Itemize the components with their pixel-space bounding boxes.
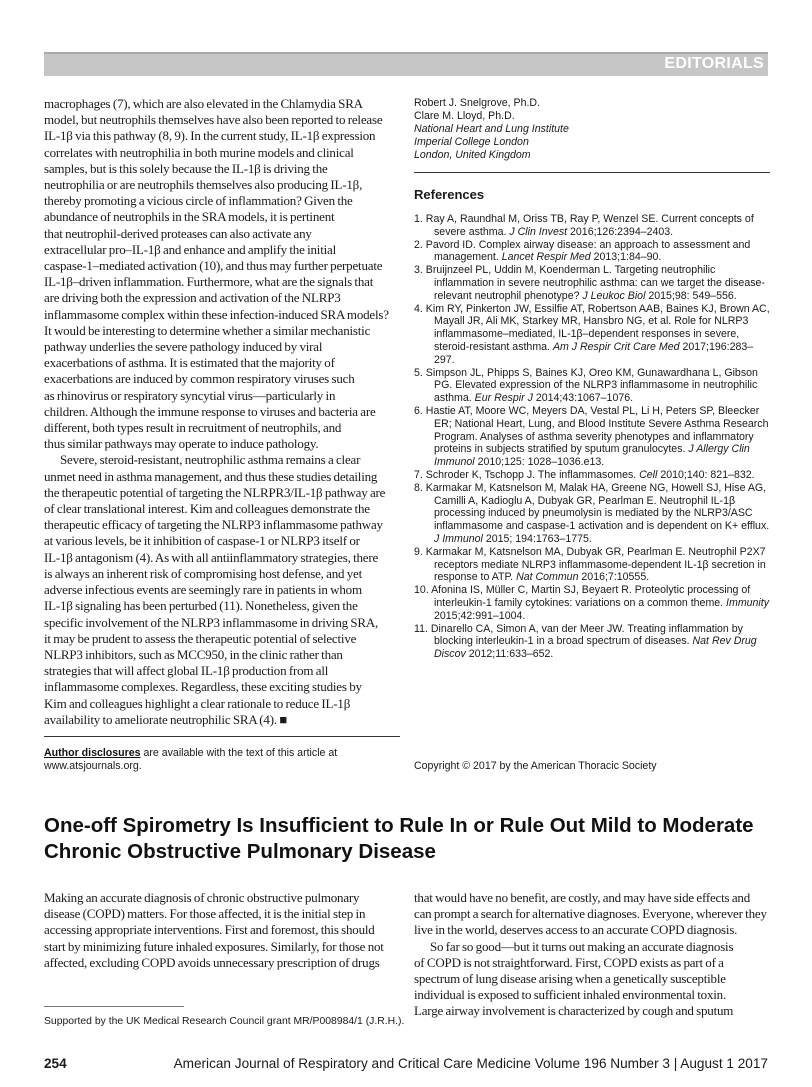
text-line: affected, excluding COPD avoids unnecessary prescription of drugs: [44, 954, 380, 970]
reference-cite: 2014;43:1067–1076.: [532, 392, 634, 405]
reference-item: [414, 482, 770, 546]
editorial-section: [44, 96, 770, 773]
disclosure-block: [44, 728, 400, 773]
text-line: can prompt a search for alternative diagnoses. Everyone, wherever they: [414, 906, 767, 922]
text-line: samples, but is this solely because the IL-1β is driving the: [44, 160, 328, 176]
author-disclosures-link[interactable]: Author disclosures: [44, 746, 141, 759]
text-line: live in the world, deserves access to an accurate COPD diagnosis.: [414, 922, 738, 938]
text-line: strategies that will affect global IL-1β production from all: [44, 663, 329, 679]
page-number: 254: [44, 1056, 67, 1071]
reference-n: 4.: [414, 302, 423, 315]
editorial-left-column: [44, 96, 400, 773]
reference-journal: Eur Respir J: [474, 392, 533, 405]
page-content: [44, 96, 770, 1020]
text-line: neutrophilia or are neutrophils themselves also producing IL-1β,: [44, 177, 363, 193]
reference-journal: J Immunol: [434, 532, 483, 545]
text-line: availability to ameliorate neutrophilic SRA (4). ■: [44, 711, 287, 727]
text-line: pathway underlies the severe pathology induced by viral: [44, 339, 323, 355]
article-body-left: [44, 890, 400, 1020]
text-line: of COPD is not straightforward. First, COPD exists as part of a: [414, 954, 724, 970]
text-line: Kim and colleagues highlight a clear rationale to reduce IL-1β: [44, 695, 351, 711]
reference-journal: Nat Commun: [516, 571, 579, 584]
author-affiliation: London, United Kingdom: [414, 149, 531, 161]
editorial-right-column: [414, 96, 770, 773]
reference-text: Ray A, Raundhal M, Oriss TB, Ray P, Wenzel SE. Current concepts of severe asthma.: [425, 213, 754, 238]
reference-n: 3.: [414, 264, 423, 277]
text-line: disease (COPD) matters. For those affected, it is the initial step in: [44, 906, 366, 922]
text-line: the therapeutic potential of targeting the NLRPR3/IL-1β pathway are: [44, 484, 386, 500]
text-line: at various levels, be it inhibition of caspase-1 or NLRP3 itself or: [44, 533, 360, 549]
text-line: individual is exposed to sufficient inhaled environmental toxin.: [414, 987, 727, 1003]
text-line: NLRP3 inhibitors, such as MCC950, in the clinic rather than: [44, 646, 343, 662]
reference-text: Schroder K, Tschopp J. The inflammasomes.: [425, 468, 640, 481]
reference-n: 6.: [414, 404, 423, 417]
section-header-bar: [44, 52, 768, 76]
reference-n: 11.: [414, 622, 428, 635]
reference-item: [414, 546, 770, 584]
text-line: macrophages (7), which are also elevated in the Chlamydia SRA: [44, 96, 363, 111]
reference-journal: J Leukoc Biol: [582, 289, 646, 302]
text-line: caspase-1–mediated activation (10), and thus may further perpetuate: [44, 258, 383, 274]
reference-item: [414, 264, 770, 302]
reference-journal: Lancet Respir Med: [501, 251, 591, 264]
editorial-body-text: [44, 96, 400, 728]
text-line: it may be prudent to assess the therapeutic potential of selective: [44, 630, 357, 646]
reference-text: Bruijnzeel PL, Uddin M, Koenderman L. Targeting neutrophilic inflammation in severe neutrophilic asthma: can we target the disease-relevant neutrophil phenotype?: [425, 264, 765, 302]
reference-cite: 2013;1:84–90.: [590, 251, 662, 264]
disclosures-text: are available with the text of this article at www.atsjournals.org.: [44, 746, 338, 772]
author-disclosures: [44, 747, 400, 773]
reference-journal: Nat Rev Drug Discov: [434, 635, 757, 661]
text-line: start by minimizing future inhaled exposures. Similarly, for those not: [44, 938, 384, 954]
reference-text: Hastie AT, Moore WC, Meyers DA, Vestal PL, Li H, Peters SP, Bleecker ER; National Heart, Lung, and Blood Institute Severe Asthma Research Program. Analyses of asthma severity phenotypes and inflammatory proteins in subjects stratified by sputum granulocytes.: [425, 404, 769, 456]
text-line: as rhinovirus or respiratory syncytial virus—particularly in: [44, 387, 336, 403]
reference-cite: 2017;196:283–297.: [434, 340, 754, 366]
text-line: Large airway involvement is characterized by cough and sputum: [414, 1003, 734, 1019]
text-line: inflammasome complex within these infection-induced SRA models?: [44, 306, 389, 322]
reference-n: 7.: [414, 468, 423, 481]
reference-n: 5.: [414, 366, 423, 379]
text-line: thus similar pathways may operate to induce pathology.: [44, 436, 319, 452]
author-name: Robert J. Snelgrove, Ph.D.: [414, 97, 541, 109]
author-block: [414, 96, 770, 162]
reference-journal: J Allergy Clin Immunol: [434, 443, 750, 469]
reference-n: 10.: [414, 584, 429, 597]
copyright: Copyright © 2017 by the American Thoracic Society: [414, 759, 657, 772]
article-body-right: [414, 890, 770, 1020]
reference-item: [414, 213, 770, 239]
text-line: extracellular pro–IL-1β and enhance and amplify the initial: [44, 241, 337, 257]
text-line: exacerbations of asthma. It is estimated that the majority of: [44, 355, 335, 371]
reference-item: [414, 303, 770, 367]
text-line: is always an inherent risk of compromising host defense, and yet: [44, 565, 363, 581]
text-line: adverse infectious events are seemingly rare in patients in whom: [44, 582, 362, 598]
reference-journal: Immunity: [726, 596, 770, 609]
text-line: spectrum of lung disease arising when a genetically susceptible: [414, 970, 726, 986]
text-line: Making an accurate diagnosis of chronic obstructive pulmonary: [44, 889, 360, 905]
text-line: IL-1β via this pathway (8, 9). In the current study, IL-1β expression: [44, 128, 376, 144]
reference-cite: 2016;7:10555.: [578, 571, 650, 584]
reference-text: Karmakar M, Katsnelson MA, Dubyak GR, Pearlman E. Neutrophil P2X7 receptors mediate NLRP3 inflammasome-dependent IL-1β secretion in response to ATP.: [425, 545, 766, 584]
reference-n: 9.: [414, 545, 423, 558]
section-label: EDITORIALS: [664, 55, 764, 72]
journal-citation: American Journal of Respiratory and Critical Care Medicine Volume 196 Number 3 | August 1 2017: [173, 1056, 768, 1071]
text-line: children. Although the immune response to viruses and bacteria are: [44, 403, 376, 419]
text-line: It would be interesting to determine whether a similar mechanistic: [44, 322, 371, 338]
text-line: correlates with neutrophilia in both murine models and clinical: [44, 144, 354, 160]
text-line: exacerbations are induced by common respiratory viruses such: [44, 371, 355, 387]
reference-item: [414, 405, 770, 469]
text-line: Severe, steroid-resistant, neutrophilic asthma remains a clear: [60, 452, 361, 468]
text-line: abundance of neutrophils in the SRA models, it is pertinent: [44, 209, 335, 225]
text-line: IL-1β signaling has been perturbed (11). Nonetheless, given the: [44, 598, 358, 614]
references-heading: References: [414, 187, 485, 202]
reference-cite: 2015; 194:1763–1775.: [482, 532, 592, 545]
reference-cite: 2016;126:2394–2403.: [567, 225, 674, 238]
author-affiliation: National Heart and Lung Institute: [414, 123, 569, 135]
reference-text: Afonina IS, Müller C, Martin SJ, Beyaert R. Proteolytic processing of interleukin-1 family cytokines: variations on a common theme.: [431, 584, 751, 609]
reference-n: 1.: [414, 213, 423, 225]
funding-footnote: Supported by the UK Medical Research Council grant MR/P008984/1 (J.R.H.).: [44, 1016, 405, 1027]
reference-journal: Am J Respir Crit Care Med: [552, 340, 680, 353]
author-affiliation: Imperial College London: [414, 136, 529, 148]
text-line: model, but neutrophils themselves have also been reported to release: [44, 112, 383, 128]
text-line: are driving both the expression and activation of the NLRP3: [44, 290, 341, 306]
reference-cite: 2010;125: 1028–1036.e13.: [474, 456, 605, 469]
reference-text: Kim RY, Pinkerton JW, Essilfie AT, Robertson AAB, Baines KJ, Brown AC, Mayall JR, Ali MK, Starkey MR, Hansbro NG, et al. Role for NLRP3 inflammasome–mediated, IL-1β–dependent responses in severe, steroid-resistant asthma.: [425, 302, 770, 353]
reference-n: 8.: [414, 481, 423, 494]
reference-cite: 2015;98: 549–556.: [645, 289, 737, 302]
reference-text: Karmakar M, Katsnelson M, Malak HA, Greene NG, Howell SJ, Hise AG, Camilli A, Kadioglu A, Dubyak GR, Pearlman E. Neutrophil IL-1β processing induced by pneumolysin is mediated by the NLRP3/ASC inflammasome and caspase-1 activation and is dependent on K+ efflux.: [425, 481, 770, 533]
reference-item: [414, 239, 770, 265]
text-line: therapeutic efficacy of targeting the NLRP3 inflammasome pathway: [44, 517, 383, 533]
text-line: inflammasome complexes. Regardless, these exciting studies by: [44, 679, 362, 695]
references-list: [414, 213, 770, 661]
reference-item: [414, 623, 770, 661]
reference-item: [414, 469, 770, 482]
reference-n: 2.: [414, 238, 423, 251]
reference-text: Dinarello CA, Simon A, van der Meer JW. Treating inflammation by blocking interleukin-1 in a broad spectrum of diseases.: [430, 622, 743, 648]
text-line: that would have no benefit, are costly, and may have side effects and: [414, 889, 751, 905]
article-title: One-off Spirometry Is Insufficient to Rule In or Rule Out Mild to Moderate Chronic Obstructive Pulmonary Disease: [44, 813, 754, 863]
text-line: IL-1β–driven inflammation. Furthermore, what are the signals that: [44, 274, 374, 290]
reference-cite: 2010;140: 821–832.: [657, 468, 755, 481]
text-line: unmet need in asthma management, and thus these studies detailing: [44, 468, 378, 484]
text-line: IL-1β antagonism (4). As with all antiinflammatory strategies, there: [44, 549, 379, 565]
footnote-divider: [44, 1006, 184, 1007]
reference-journal: J Clin Invest: [509, 225, 568, 238]
page-footer: [44, 1056, 768, 1071]
text-line: of clear translational interest. Kim and colleagues demonstrate the: [44, 501, 370, 517]
text-line: that neutrophil-derived proteases can also activate any: [44, 225, 312, 241]
text-line: thereby promoting a vicious circle of inflammation? Given the: [44, 193, 353, 209]
reference-cite: 2012;11:633–652.: [465, 648, 554, 661]
text-line: specific involvement of the NLRP3 inflammasome in driving SRA,: [44, 614, 379, 630]
text-line: So far so good—but it turns out making an accurate diagnosis: [430, 938, 734, 954]
reference-journal: Cell: [639, 468, 658, 481]
reference-cite: 2015;42:991–1004.: [434, 609, 526, 622]
divider: [44, 736, 400, 737]
author-name: Clare M. Lloyd, Ph.D.: [414, 110, 515, 122]
reference-item: [414, 367, 770, 405]
article-body: [44, 890, 770, 1020]
divider: [414, 172, 770, 173]
reference-item: [414, 584, 770, 622]
reference-text: Simpson JL, Phipps S, Baines KJ, Oreo KM, Gunawardhana L, Gibson PG. Elevated expression of the NLRP3 inflammasome in neutrophilic asthma.: [425, 366, 758, 405]
reference-text: Pavord ID. Complex airway disease: an approach to assessment and management.: [425, 238, 751, 264]
text-line: different, both types result in recruitment of neutrophils, and: [44, 420, 342, 436]
text-line: accessing appropriate interventions. First and foremost, this should: [44, 922, 375, 938]
